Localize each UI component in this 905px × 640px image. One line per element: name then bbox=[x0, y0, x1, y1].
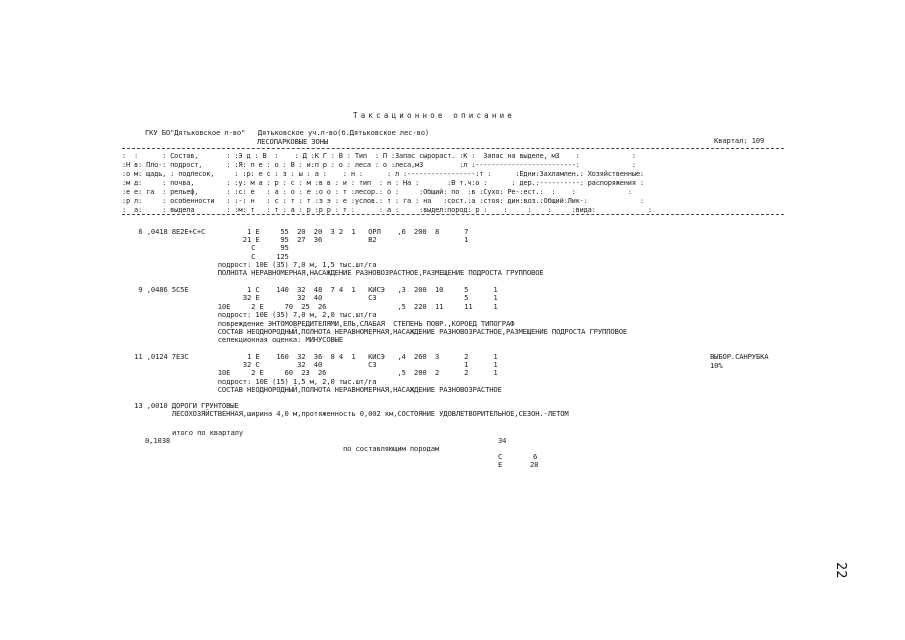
management-note: ВЫБОР.САНРУБКА 10% bbox=[710, 352, 769, 370]
record-line: 13 ,0010 ДОРОГИ ГРУНТОВЫЕ bbox=[130, 401, 239, 410]
record-line: 11 ,0124 7Е3С 1 Е 160 32 36 8 4 1 КИСЭ ,4 260 3 2 1 bbox=[130, 352, 498, 361]
header-row: :р л: : особенности : :-: н : с : т : т :з э : е :услов.: т : га : на :сост.:а :стоя: дин:воз.:Общий:Лик-: : bbox=[122, 197, 644, 205]
record-line: ПОЛНОТА НЕРАВНОМЕРНАЯ,НАСАЖДЕНИЕ РАЗНОВОЗРАСТНОЕ,РАЗМЕЩЕНИЕ ПОДРОСТА ГРУППОВОЕ bbox=[130, 268, 544, 277]
record-line: СОСТАВ НЕОДНОРОДНЫЙ,ПОЛНОТА НЕРАВНОМЕРНАЯ,НАСАЖДЕНИЕ РАЗНОВОЗРАСТНОЕ,РАЗМЕЩЕНИЕ ПОДРОСТА ГРУППОВОЕ bbox=[130, 327, 628, 336]
species-value: 28 bbox=[530, 460, 539, 469]
species-name: С bbox=[498, 452, 503, 461]
record-line: подрост: 10Е (35) 7,0 м, 1,5 тыс.шт/га bbox=[130, 260, 377, 269]
page-title: Таксационное описание bbox=[353, 111, 516, 120]
record-line: подрост: 10Е (35) 7,0 м, 2,0 тыс.шт/га bbox=[130, 310, 377, 319]
header-top-rule bbox=[122, 148, 784, 149]
record-line: 10Е 2 Е 70 25 26 ,5 220 11 11 1 bbox=[130, 302, 498, 311]
totals-value: 34 bbox=[498, 436, 507, 445]
header-row: :е е: га : рельеф, : :с: е : а : о : е :о о : т :лесор.: о : :Общий: по :в :Сухо: Ре-:ест.: : : : bbox=[122, 188, 632, 196]
record-line: С 125 bbox=[130, 252, 289, 261]
header-row: :Н в: Пло-: подрост, : :Я: п е : о : В : и:п р : о : леса : о :леса,м3 :л :-------------------------: : bbox=[122, 161, 636, 169]
totals-area: 0,1038 bbox=[145, 436, 171, 445]
record-line: селекционная оценка: МИНУСОВЫЕ bbox=[130, 335, 344, 344]
record-line: 32 Е 32 40 С3 5 1 bbox=[130, 293, 498, 302]
record-line: 21 Е 95 27 36 В2 1 bbox=[130, 235, 469, 244]
record-line: СОСТАВ НЕОДНОРОДНЫЙ,ПОЛНОТА НЕРАВНОМЕРНАЯ,НАСАЖДЕНИЕ РАЗНОВОЗРАСТНОЕ bbox=[130, 385, 502, 394]
header-bottom-rule bbox=[122, 214, 784, 215]
header-row: :о м: щадь, : подлесок, : :р: е с : з : ы : а : : н : : л :-----------------:т : :Едни:Захламлен.: Хозяйственные: bbox=[122, 170, 644, 178]
record-line: повреждение ЭНТОМОВРЕДИТЕЛЯМИ,ЕЛЬ,СЛАБАЯ СТЕПЕНЬ ПОВР.,КОРОЕД ТИПОГРАФ bbox=[130, 319, 515, 328]
record-line: 6 ,0418 8Е2Е+С+С 1 Е 55 20 20 3 2 1 ОРЛ ,6 200 8 7 bbox=[130, 227, 469, 236]
header-row: : : : Состав, : :Э д : В : : Д :К Г : В : Тип : П :Запас сырораст. :К : Запас на выделе, м3 : : bbox=[122, 152, 636, 160]
header-row: :м д: : почва, : :у: м а : р : с : м :в в : и : тип : н : На : :В т.ч:о : : дер.:----------: распоряжения : bbox=[122, 179, 644, 187]
species-value: 6 bbox=[533, 452, 538, 461]
organization-line: ГКУ БО"Дятьковское л-во" Дятьковское уч.л-во(б.Дятьковское лес-во) bbox=[145, 128, 430, 137]
record-line: 9 ,0486 5С5Е 1 С 140 32 48 7 4 1 КИСЭ ,3 200 10 5 1 bbox=[130, 285, 498, 294]
page-number: 22 bbox=[833, 562, 848, 579]
header-row: : а: : выдела : :м: т : т : а : р :р р : т : : а : :выдел:пород: р : : : : :вида: : bbox=[122, 206, 652, 214]
record-line: 10Е 2 Е 60 23 26 ,5 200 2 2 1 bbox=[130, 368, 498, 377]
record-line: 32 С 32 40 С3 1 1 bbox=[130, 360, 498, 369]
totals-species-label: по составляющим породам bbox=[343, 444, 440, 453]
record-line: ЛЕСОХОЗЯЙСТВЕННАЯ,ширина 4,0 м,протяженность 0,002 км,СОСТОЯНИЕ УДОВЛЕТВОРИТЕЛЬНОЕ,СЕЗОН.-ЛЕТОМ bbox=[130, 409, 569, 418]
totals-label: итого по кварталу bbox=[172, 428, 244, 437]
record-line: подрост: 10Е (15) 1,5 м, 2,0 тыс.шт/га bbox=[130, 377, 377, 386]
record-line: С 95 bbox=[130, 243, 289, 252]
zone-label: ЛЕСОПАРКОВЫЕ ЗОНЫ bbox=[257, 137, 329, 146]
species-name: Е bbox=[498, 460, 503, 469]
quarter-label: Квартал: 109 bbox=[714, 136, 765, 145]
